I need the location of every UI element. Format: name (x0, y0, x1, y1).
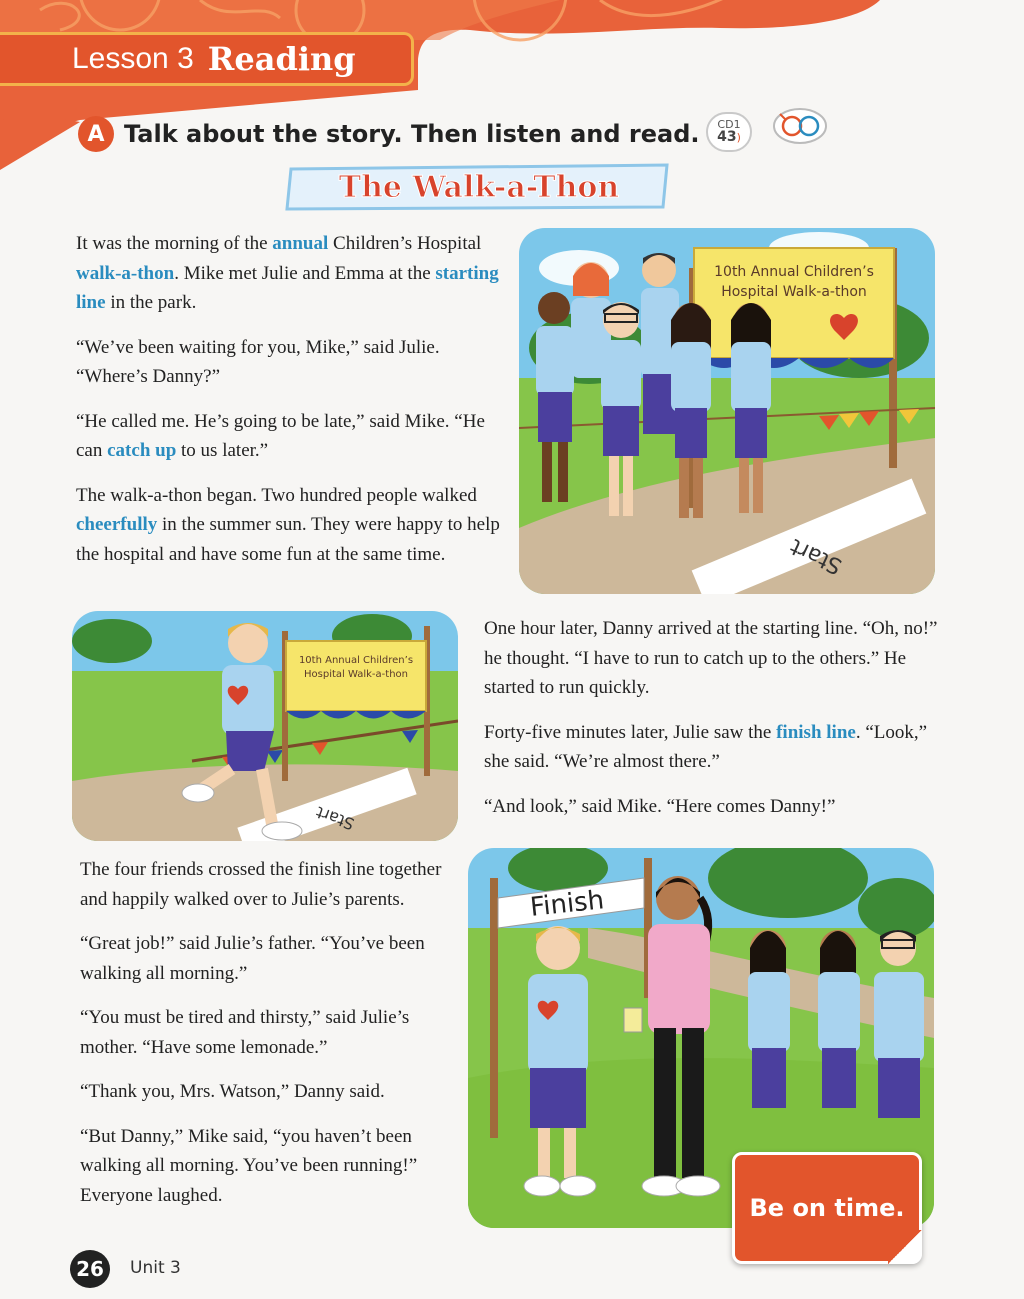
story-paragraph: It was the morning of the annual Children’s Hospital walk-a-thon. Mike met Julie and Emma at the starting line in the park. (76, 233, 499, 313)
vocab-word: catch up (107, 440, 177, 461)
track-number: 43 (717, 129, 737, 145)
banner-line-2: Hospital Walk-a-thon (304, 669, 408, 680)
story-paragraph: “Great job!” said Julie’s father. “You’ve been walking all morning.” (80, 933, 425, 984)
finish-banner-text: Finish (528, 885, 606, 923)
story-paragraph: “You must be tired and thirsty,” said Julie’s mother. “Have some lemonade.” (80, 1007, 410, 1058)
story-paragraph: “Thank you, Mrs. Watson,” Danny said. (80, 1081, 385, 1102)
story-paragraph: The walk-a-thon began. Two hundred people walked cheerfully in the summer sun. They were happy to help the hospital and have some fun at the same time. (76, 484, 500, 565)
activity-instruction (78, 116, 700, 152)
lesson-label: Lesson 3 (72, 42, 194, 75)
start-line-text: Start (786, 533, 846, 579)
activity-instruction-text: Talk about the story. Then listen and read. (124, 120, 700, 148)
video-story-icon[interactable] (772, 106, 828, 146)
audio-track-icon[interactable]: CD1 43) (706, 112, 752, 152)
activity-badge: A (78, 116, 114, 152)
illustration-starting-line (519, 228, 935, 594)
vocab-word: starting line (76, 262, 499, 313)
story-text-block-2 (484, 614, 944, 836)
vocab-word: cheerfully (76, 514, 158, 535)
story-paragraph: “We’ve been waiting for you, Mike,” said Julie. “Where’s Danny?” (76, 336, 440, 387)
story-paragraph: “But Danny,” Mike said, “you haven’t been walking all morning. You’ve been running!” Everyone laughed. (80, 1125, 418, 1206)
story-text-block-3 (80, 855, 450, 1225)
vocab-word: finish line (776, 721, 856, 743)
lesson-title: Reading (207, 40, 356, 78)
story-paragraph: One hour later, Danny arrived at the starting line. “Oh, no!” he thought. “I have to run to catch up to the others.” He started to run quickly. (484, 618, 938, 698)
lesson-tab (0, 32, 414, 86)
value-badge-text: Be on time. (749, 1194, 905, 1222)
story-title-banner (285, 163, 673, 211)
story-text-block-1 (76, 229, 506, 584)
story-paragraph: The four friends crossed the finish line together and happily walked over to Julie’s parents. (80, 859, 442, 910)
story-paragraph: Forty-five minutes later, Julie saw the finish line. “Look,” she said. “We’re almost there.” (484, 721, 928, 772)
story-paragraph: “And look,” said Mike. “Here comes Danny!” (484, 795, 836, 817)
cd-label: CD1 (717, 118, 741, 131)
illustration-danny-running (72, 611, 458, 841)
story-title: The Walk-a-Thon (338, 170, 620, 205)
banner-line-1: 10th Annual Children’s (298, 655, 414, 666)
story-paragraph: “He called me. He’s going to be late,” said Mike. “He can catch up to us later.” (76, 410, 485, 461)
vocab-word: walk-a-thon (76, 262, 175, 284)
vocab-word: annual (272, 233, 329, 254)
banner-line-1: 10th Annual Children’s (714, 264, 874, 280)
start-line-text: Start (313, 802, 357, 834)
unit-label: Unit 3 (130, 1258, 181, 1278)
page-number: 26 (70, 1250, 110, 1288)
banner-line-2: Hospital Walk-a-thon (721, 284, 867, 300)
value-badge (732, 1152, 922, 1264)
